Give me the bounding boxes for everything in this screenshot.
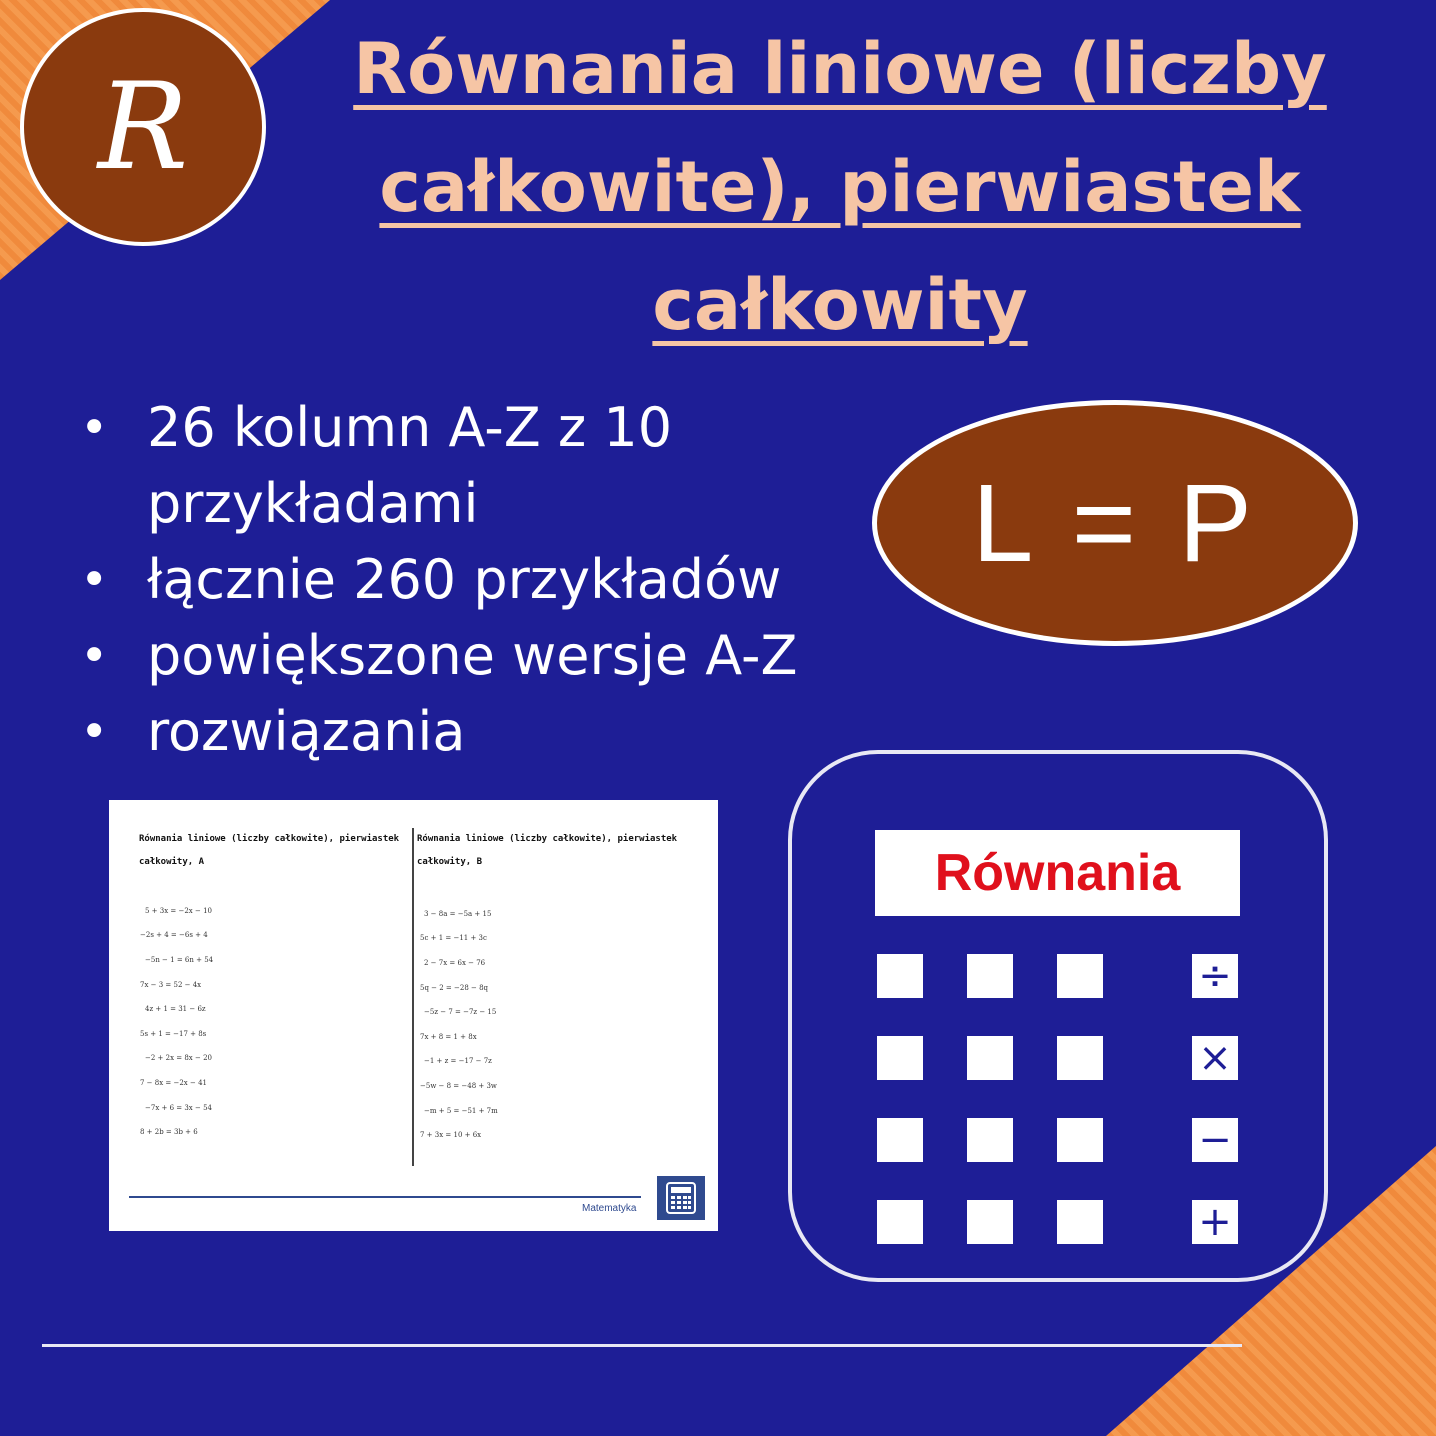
preview-column-a xyxy=(139,828,409,874)
plus-icon: + xyxy=(1192,1200,1238,1244)
calculator-key xyxy=(877,1118,923,1162)
calculator-key xyxy=(877,1036,923,1080)
calculator-key xyxy=(967,954,1013,998)
calculator-key xyxy=(877,1200,923,1244)
worksheet-preview xyxy=(109,800,718,1231)
bottom-divider xyxy=(42,1344,1242,1347)
feature-item: • rozwiązania xyxy=(80,694,840,770)
preview-equation-a: −2 + 2x = 8x − 20 xyxy=(145,1054,212,1062)
title-line-1: Równania liniowe (liczby xyxy=(353,28,1327,110)
preview-equation-a: 7 − 8x = −2x − 41 xyxy=(140,1079,207,1087)
page-title xyxy=(330,10,1350,364)
preview-column-b xyxy=(417,828,697,874)
preview-equation-b: −m + 5 = −51 + 7m xyxy=(424,1107,498,1115)
preview-column-b-title: Równania liniowe (liczby całkowite), pierwiastek xyxy=(417,834,678,844)
preview-equation-b: 7 + 3x = 10 + 6x xyxy=(420,1131,482,1139)
title-line-2: całkowite), pierwiastek xyxy=(379,146,1301,228)
preview-equation-b: −1 + z = −17 − 7z xyxy=(424,1057,492,1065)
preview-equation-a: 8 + 2b = 3b + 6 xyxy=(140,1128,198,1136)
equation-badge xyxy=(872,400,1358,646)
calculator-key xyxy=(1057,1036,1103,1080)
calculator-key xyxy=(1057,1118,1103,1162)
calculator-key xyxy=(1057,954,1103,998)
logo-badge xyxy=(20,8,266,246)
preview-equation-a: −7x + 6 = 3x − 54 xyxy=(145,1104,212,1112)
title-line-3: całkowity xyxy=(652,264,1028,346)
equation-badge-text: L = P xyxy=(972,461,1258,585)
preview-equation-b: 3 − 8a = −5a + 15 xyxy=(424,910,492,918)
preview-equation-a: 5s + 1 = −17 + 8s xyxy=(140,1030,207,1038)
preview-equation-b: 5q − 2 = −28 − 8q xyxy=(420,984,489,992)
feature-item: • powiększone wersje A-Z xyxy=(80,618,840,694)
preview-equation-a: 7x − 3 = 52 − 4x xyxy=(140,981,202,989)
preview-equation-a: 4z + 1 = 31 − 6z xyxy=(145,1005,206,1013)
calculator-key xyxy=(967,1118,1013,1162)
divide-icon: ÷ xyxy=(1192,954,1238,998)
preview-equation-b: −5w − 8 = −48 + 3w xyxy=(420,1082,497,1090)
preview-column-b-subtitle: całkowity, B xyxy=(417,857,483,867)
preview-equation-a: 5 + 3x = −2x − 10 xyxy=(145,907,212,915)
preview-footer-line xyxy=(129,1196,641,1198)
preview-equation-a: −2s + 4 = −6s + 4 xyxy=(140,931,208,939)
calculator-key xyxy=(877,954,923,998)
preview-equation-b: 5c + 1 = −11 + 3c xyxy=(420,934,487,942)
multiply-icon: × xyxy=(1192,1036,1238,1080)
feature-item: • 26 kolumn A-Z z 10 przykładami xyxy=(80,390,840,542)
feature-item: • łącznie 260 przykładów xyxy=(80,542,840,618)
preview-equation-a: −5n − 1 = 6n + 54 xyxy=(145,956,214,964)
feature-list xyxy=(80,390,840,770)
preview-column-a-subtitle: całkowity, A xyxy=(139,857,205,867)
preview-brand: Matematyka xyxy=(582,1203,637,1214)
calculator-display-text: Równania xyxy=(934,844,1181,902)
preview-equation-b: 7x + 8 = 1 + 8x xyxy=(420,1033,477,1041)
calculator-icon xyxy=(657,1176,705,1220)
preview-column-a-title: Równania liniowe (liczby całkowite), pierwiastek xyxy=(139,834,400,844)
preview-equation-b: 2 − 7x = 6x − 76 xyxy=(424,959,486,967)
calculator-display xyxy=(875,830,1240,916)
preview-divider xyxy=(412,828,414,1166)
logo-letter: R xyxy=(97,57,189,197)
calculator-key xyxy=(967,1036,1013,1080)
preview-equation-b: −5z − 7 = −7z − 15 xyxy=(424,1008,497,1016)
minus-icon: − xyxy=(1192,1118,1238,1162)
calculator-icon-svg xyxy=(666,1182,696,1214)
calculator-key xyxy=(967,1200,1013,1244)
calculator-key xyxy=(1057,1200,1103,1244)
